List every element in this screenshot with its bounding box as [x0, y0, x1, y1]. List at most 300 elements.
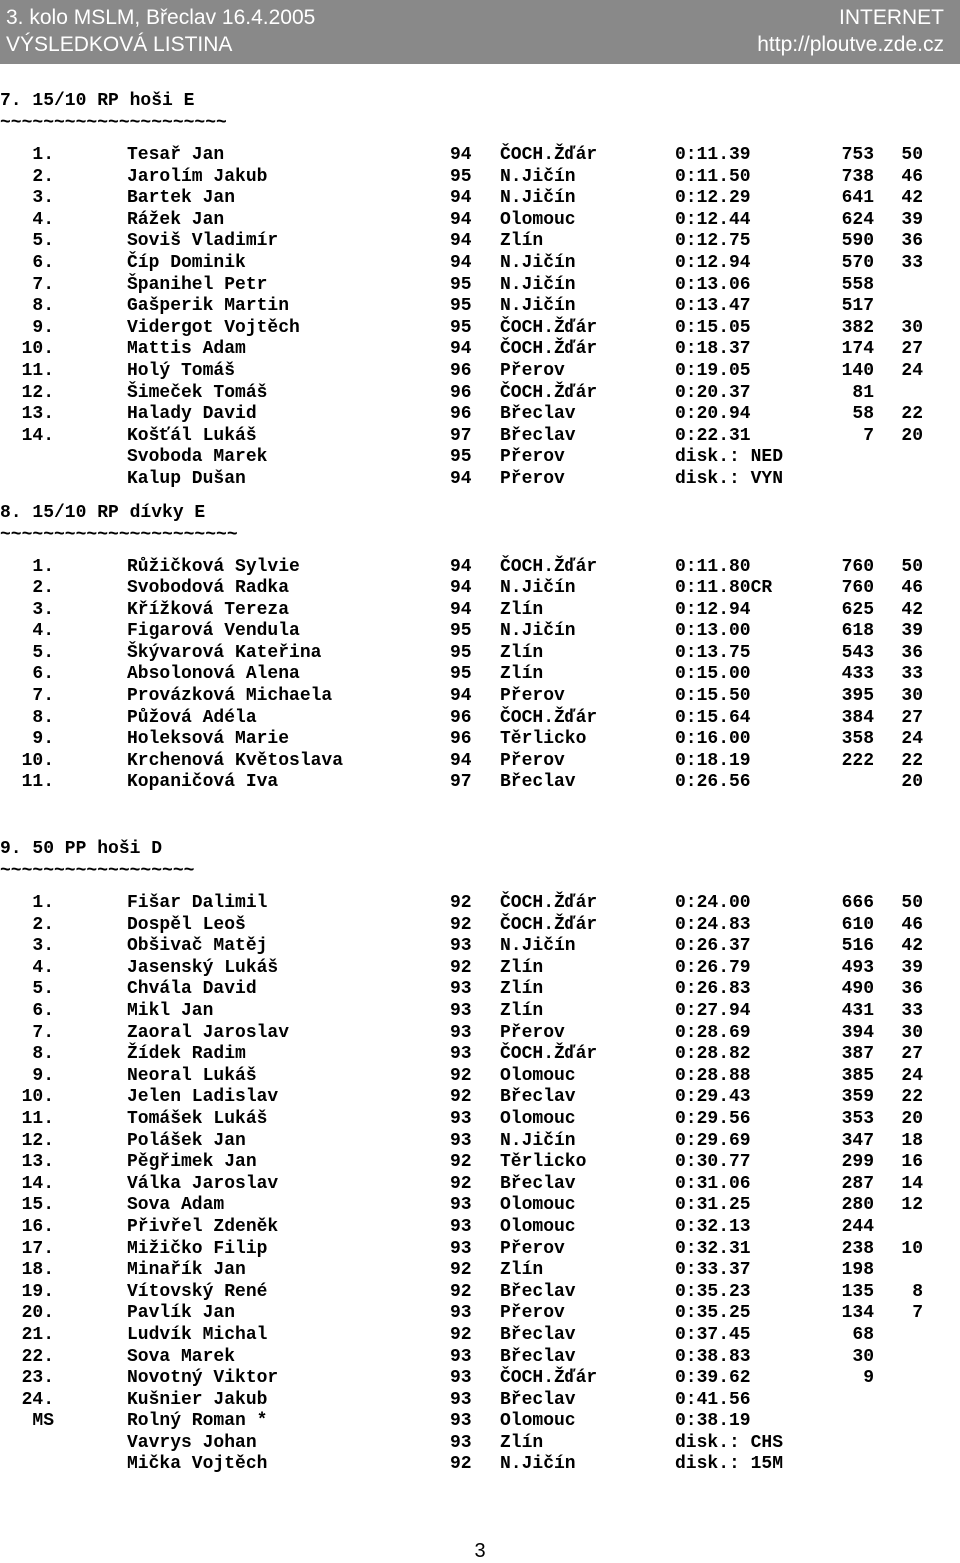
club-cell: ČOCH.Žďár [500, 382, 598, 403]
time-cell: 0:12.94 [675, 252, 751, 273]
table-row [0, 729, 960, 751]
time-cell: 0:29.69 [675, 1130, 751, 1151]
rank-cell: 9. [32, 317, 54, 338]
points-cell: 140 [841, 360, 874, 381]
club-cell: Přerov [500, 360, 565, 381]
place-points-cell: 24 [901, 729, 923, 750]
place-points-cell: 14 [901, 1173, 923, 1194]
year-cell: 92 [450, 914, 472, 935]
place-points-cell: 22 [901, 404, 923, 425]
name-cell: Novotný Viktor [127, 1368, 279, 1389]
year-cell: 93 [450, 1108, 472, 1129]
name-cell: Halady David [127, 404, 257, 425]
table-row [0, 339, 960, 361]
place-points-cell: 24 [901, 360, 923, 381]
table-row [0, 772, 960, 794]
club-cell: Přerov [500, 1238, 565, 1259]
place-points-cell: 33 [901, 1001, 923, 1021]
time-cell: 0:38.19 [675, 1411, 751, 1432]
table-row [0, 1174, 960, 1196]
rank-cell: 13. [21, 1152, 54, 1173]
time-cell: 0:16.00 [675, 729, 751, 750]
place-points-cell: 50 [901, 556, 923, 577]
place-points-cell: 20 [901, 1108, 923, 1129]
year-cell: 95 [450, 317, 472, 338]
place-points-cell: 42 [901, 599, 923, 620]
time-cell: 0:15.50 [675, 686, 751, 707]
header-right [757, 4, 944, 58]
points-cell: 493 [841, 957, 874, 978]
time-cell: 0:11.80CR [675, 578, 773, 599]
name-cell: Číp Dominik [127, 252, 246, 273]
name-cell: Půžová Adéla [127, 707, 257, 728]
section-underline: ~~~~~~~~~~~~~~~~~~~~~~ [0, 524, 238, 545]
club-cell: Zlín [500, 1001, 544, 1021]
club-cell: Přerov [500, 468, 565, 489]
club-cell: N.Jičín [500, 1454, 576, 1475]
points-cell: 353 [841, 1108, 874, 1129]
points-cell: 244 [841, 1216, 874, 1237]
club-cell: N.Jičín [500, 274, 576, 295]
place-points-cell: 12 [901, 1195, 923, 1216]
name-cell: Pavlík Jan [127, 1303, 236, 1324]
place-points-cell: 46 [901, 914, 923, 935]
section-e-boys [0, 90, 960, 491]
name-cell: Košťál Lukáš [127, 425, 257, 446]
name-cell: Fišar Dalimil [127, 893, 268, 914]
year-cell: 92 [450, 957, 472, 978]
year-cell: 96 [450, 707, 472, 728]
points-cell: 9 [863, 1368, 874, 1389]
table-row [0, 1217, 960, 1239]
year-cell: 94 [450, 599, 472, 620]
rank-cell: 3. [32, 188, 54, 209]
name-cell: Krchenová Květoslava [127, 750, 344, 771]
table-row [0, 447, 960, 469]
name-cell: Sova Marek [127, 1346, 236, 1367]
year-cell: 94 [450, 468, 472, 489]
time-cell: 0:15.64 [675, 707, 751, 728]
time-cell: 0:18.37 [675, 339, 751, 360]
rank-cell: 6. [32, 664, 54, 685]
time-cell: 0:26.37 [675, 936, 751, 957]
table-row [0, 578, 960, 600]
name-cell: Obšivač Matěj [127, 936, 268, 957]
club-cell: Zlín [500, 957, 544, 978]
table-row [0, 686, 960, 708]
name-cell: Polášek Jan [127, 1130, 246, 1151]
rank-cell: 16. [21, 1216, 54, 1237]
table-row [0, 210, 960, 232]
section-underline: ~~~~~~~~~~~~~~~~~~~~~ [0, 113, 227, 133]
name-cell: Rážek Jan [127, 209, 225, 230]
table-row [0, 1411, 960, 1433]
name-cell: Jasenský Lukáš [127, 957, 279, 978]
rank-cell: 14. [21, 425, 54, 446]
place-points-cell: 10 [901, 1238, 923, 1259]
table-row [0, 296, 960, 318]
year-cell: 92 [450, 1173, 472, 1194]
time-cell: 0:28.69 [675, 1022, 751, 1043]
rank-cell: 5. [32, 231, 54, 252]
rank-cell: 11. [21, 1108, 54, 1129]
name-cell: Tomášek Lukáš [127, 1108, 268, 1129]
time-cell: 0:31.25 [675, 1195, 751, 1216]
year-cell: 93 [450, 1238, 472, 1259]
place-points-cell: 30 [901, 317, 923, 338]
time-cell: 0:22.31 [675, 425, 751, 446]
table-row [0, 1260, 960, 1282]
rank-cell: 10. [21, 1087, 54, 1108]
name-cell: Přivřel Zdeněk [127, 1216, 279, 1237]
section-d-boys [0, 838, 960, 1476]
year-cell: 96 [450, 404, 472, 425]
points-cell: 516 [841, 936, 874, 957]
rank-cell: 22. [21, 1346, 54, 1367]
points-cell: 222 [841, 750, 874, 771]
name-cell: Křížková Tereza [127, 599, 290, 620]
section-underline: ~~~~~~~~~~~~~~~~~~ [0, 861, 195, 882]
rank-cell: 5. [32, 979, 54, 1000]
place-points-cell: 24 [901, 1065, 923, 1086]
rank-cell: 7. [32, 274, 54, 295]
year-cell: 97 [450, 772, 472, 793]
year-cell: 94 [450, 231, 472, 252]
name-cell: Chvála David [127, 979, 257, 1000]
club-cell: Břeclav [500, 425, 576, 446]
rank-cell: 4. [32, 957, 54, 978]
table-row [0, 1152, 960, 1174]
place-points-cell: 36 [901, 642, 923, 663]
name-cell: Dospěl Leoš [127, 914, 246, 935]
rank-cell: 3. [32, 599, 54, 620]
points-cell: 198 [841, 1260, 874, 1281]
rank-cell: 6. [32, 252, 54, 273]
club-cell: ČOCH.Žďár [500, 707, 598, 728]
rank-cell: 5. [32, 642, 54, 663]
points-cell: 395 [841, 686, 874, 707]
time-cell: 0:28.82 [675, 1044, 751, 1065]
name-cell: Válka Jaroslav [127, 1173, 279, 1194]
results-table [0, 557, 960, 795]
rank-cell: 17. [21, 1238, 54, 1259]
points-cell: 641 [841, 188, 874, 209]
table-row [0, 600, 960, 622]
year-cell: 94 [450, 252, 472, 273]
time-cell: 0:38.83 [675, 1346, 751, 1367]
rank-cell: 8. [32, 707, 54, 728]
place-points-cell: 20 [901, 772, 923, 793]
year-cell: 94 [450, 556, 472, 577]
club-cell: Přerov [500, 1303, 565, 1324]
header-left [6, 4, 315, 58]
year-cell: 95 [450, 296, 472, 317]
rank-cell: 19. [21, 1281, 54, 1302]
time-cell: 0:30.77 [675, 1152, 751, 1173]
club-cell: Přerov [500, 1022, 565, 1043]
year-cell: 96 [450, 360, 472, 381]
rank-cell: 21. [21, 1324, 54, 1345]
results-list-title: VÝSLEDKOVÁ LISTINA [6, 33, 233, 56]
points-cell: 359 [841, 1087, 874, 1108]
club-cell: N.Jičín [500, 578, 576, 599]
time-cell: disk.: CHS [675, 1432, 784, 1453]
year-cell: 93 [450, 979, 472, 1000]
name-cell: Tesař Jan [127, 145, 225, 165]
year-cell: 93 [450, 1346, 472, 1367]
table-row [0, 188, 960, 210]
section-title: 8. 15/10 RP dívky E [0, 502, 206, 523]
time-cell: 0:15.05 [675, 317, 751, 338]
name-cell: Vítovský René [127, 1281, 268, 1302]
time-cell: 0:33.37 [675, 1260, 751, 1281]
table-row [0, 1433, 960, 1455]
club-cell: ČOCH.Žďár [500, 145, 598, 165]
points-cell: 610 [841, 914, 874, 935]
points-cell: 760 [841, 556, 874, 577]
year-cell: 92 [450, 1324, 472, 1345]
rank-cell: 10. [21, 339, 54, 360]
table-row [0, 1368, 960, 1390]
results-table [0, 145, 960, 491]
points-cell: 558 [841, 274, 874, 295]
time-cell: 0:20.37 [675, 382, 751, 403]
points-cell: 58 [852, 404, 874, 425]
time-cell: 0:26.79 [675, 957, 751, 978]
year-cell: 93 [450, 936, 472, 957]
name-cell: Ludvík Michal [127, 1324, 268, 1345]
points-cell: 385 [841, 1065, 874, 1086]
table-row [0, 915, 960, 937]
club-cell: ČOCH.Žďár [500, 914, 598, 935]
year-cell: 94 [450, 339, 472, 360]
club-cell: Zlín [500, 1260, 544, 1281]
club-cell: Těrlicko [500, 1152, 587, 1173]
points-cell: 753 [841, 145, 874, 165]
year-cell: 92 [450, 1454, 472, 1475]
rank-cell: 7. [32, 686, 54, 707]
points-cell: 280 [841, 1195, 874, 1216]
year-cell: 96 [450, 382, 472, 403]
table-row [0, 1325, 960, 1347]
time-cell: 0:35.23 [675, 1281, 751, 1302]
rank-cell: 4. [32, 621, 54, 642]
rank-cell: 20. [21, 1303, 54, 1324]
points-cell: 135 [841, 1281, 874, 1302]
points-cell: 299 [841, 1152, 874, 1173]
time-cell: 0:28.88 [675, 1065, 751, 1086]
year-cell: 92 [450, 1065, 472, 1086]
rank-cell: 1. [32, 893, 54, 914]
club-cell: N.Jičín [500, 936, 576, 957]
points-cell: 543 [841, 642, 874, 663]
club-cell: Břeclav [500, 1281, 576, 1302]
name-cell: Soviš Vladimír [127, 231, 279, 252]
section-title: 9. 50 PP hoši D [0, 839, 163, 860]
place-points-cell: 16 [901, 1152, 923, 1173]
time-cell: 0:18.19 [675, 750, 751, 771]
name-cell: Holý Tomáš [127, 360, 236, 381]
time-cell: 0:26.56 [675, 772, 751, 793]
place-points-cell: 18 [901, 1130, 923, 1151]
place-points-cell: 50 [901, 145, 923, 165]
time-cell: 0:12.94 [675, 599, 751, 620]
table-row [0, 1454, 960, 1476]
rank-cell: 2. [32, 578, 54, 599]
table-row [0, 145, 960, 167]
place-points-cell: 8 [912, 1281, 923, 1302]
table-row [0, 231, 960, 253]
year-cell: 92 [450, 1281, 472, 1302]
table-row [0, 1347, 960, 1369]
time-cell: 0:26.83 [675, 979, 751, 1000]
section-e-girls [0, 502, 960, 795]
time-cell: 0:20.94 [675, 404, 751, 425]
club-cell: ČOCH.Žďár [500, 1368, 598, 1389]
year-cell: 97 [450, 425, 472, 446]
club-cell: Přerov [500, 447, 565, 468]
club-cell: Zlín [500, 979, 544, 1000]
club-cell: N.Jičín [500, 252, 576, 273]
rank-cell: 15. [21, 1195, 54, 1216]
table-row [0, 1195, 960, 1217]
table-row [0, 936, 960, 958]
website-url: http://ploutve.zde.cz [757, 33, 944, 56]
time-cell: 0:13.06 [675, 274, 751, 295]
points-cell: 347 [841, 1130, 874, 1151]
rank-cell: 11. [21, 360, 54, 381]
points-cell: 134 [841, 1303, 874, 1324]
year-cell: 93 [450, 1303, 472, 1324]
time-cell: 0:41.56 [675, 1389, 751, 1410]
rank-cell: 4. [32, 209, 54, 230]
club-cell: Břeclav [500, 1346, 576, 1367]
points-cell: 738 [841, 166, 874, 187]
time-cell: 0:12.75 [675, 231, 751, 252]
club-cell: Břeclav [500, 1324, 576, 1345]
place-points-cell: 22 [901, 750, 923, 771]
rank-cell: 3. [32, 936, 54, 957]
name-cell: Žídek Radim [127, 1044, 246, 1065]
points-cell: 394 [841, 1022, 874, 1043]
competition-title: 3. kolo MSLM, Břeclav 16.4.2005 [6, 6, 316, 29]
name-cell: Rolný Roman * [127, 1411, 268, 1432]
table-row [0, 383, 960, 405]
points-cell: 517 [841, 296, 874, 317]
time-cell: 0:32.31 [675, 1238, 751, 1259]
time-cell: 0:37.45 [675, 1324, 751, 1345]
points-cell: 431 [841, 1001, 874, 1021]
points-cell: 590 [841, 231, 874, 252]
year-cell: 95 [450, 447, 472, 468]
club-cell: Zlín [500, 664, 544, 685]
name-cell: Mattis Adam [127, 339, 246, 360]
results-table [0, 893, 960, 1476]
points-cell: 387 [841, 1044, 874, 1065]
time-cell: 0:11.50 [675, 166, 751, 187]
time-cell: 0:24.00 [675, 893, 751, 914]
page-header [0, 0, 960, 64]
year-cell: 94 [450, 209, 472, 230]
points-cell: 433 [841, 664, 874, 685]
rank-cell: 8. [32, 296, 54, 317]
points-cell: 174 [841, 339, 874, 360]
name-cell: Absolonová Alena [127, 664, 300, 685]
place-points-cell: 46 [901, 166, 923, 187]
name-cell: Figarová Vendula [127, 621, 300, 642]
rank-cell: 2. [32, 166, 54, 187]
name-cell: Mikl Jan [127, 1001, 214, 1021]
club-cell: ČOCH.Žďár [500, 1044, 598, 1065]
name-cell: Mižičko Filip [127, 1238, 268, 1259]
table-row [0, 958, 960, 980]
points-cell: 238 [841, 1238, 874, 1259]
rank-cell: 1. [32, 556, 54, 577]
time-cell: 0:24.83 [675, 914, 751, 935]
internet-label: INTERNET [839, 6, 944, 29]
rank-cell: 12. [21, 1130, 54, 1151]
table-row [0, 621, 960, 643]
club-cell: Olomouc [500, 1065, 576, 1086]
year-cell: 95 [450, 642, 472, 663]
points-cell: 7 [863, 425, 874, 446]
year-cell: 92 [450, 1087, 472, 1108]
year-cell: 92 [450, 893, 472, 914]
club-cell: ČOCH.Žďár [500, 556, 598, 577]
name-cell: Svoboda Marek [127, 447, 268, 468]
table-row [0, 318, 960, 340]
club-cell: Olomouc [500, 1411, 576, 1432]
year-cell: 93 [450, 1389, 472, 1410]
club-cell: Těrlicko [500, 729, 587, 750]
club-cell: N.Jičín [500, 296, 576, 317]
table-row [0, 1087, 960, 1109]
year-cell: 93 [450, 1216, 472, 1237]
club-cell: Břeclav [500, 772, 576, 793]
club-cell: Zlín [500, 599, 544, 620]
club-cell: Olomouc [500, 209, 576, 230]
time-cell: 0:31.06 [675, 1173, 751, 1194]
place-points-cell: 30 [901, 1022, 923, 1043]
year-cell: 94 [450, 750, 472, 771]
name-cell: Kopaničová Iva [127, 772, 279, 793]
points-cell: 570 [841, 252, 874, 273]
time-cell: disk.: NED [675, 447, 784, 468]
club-cell: Zlín [500, 231, 544, 252]
name-cell: Škývarová Kateřina [127, 642, 322, 663]
points-cell: 760 [841, 578, 874, 599]
time-cell: 0:39.62 [675, 1368, 751, 1389]
table-row [0, 1239, 960, 1261]
points-cell: 30 [852, 1346, 874, 1367]
club-cell: Břeclav [500, 1173, 576, 1194]
name-cell: Neoral Lukáš [127, 1065, 257, 1086]
name-cell: Vavrys Johan [127, 1432, 257, 1453]
name-cell: Zaoral Jaroslav [127, 1022, 290, 1043]
place-points-cell: 27 [901, 707, 923, 728]
name-cell: Pěgřimek Jan [127, 1152, 257, 1173]
name-cell: Sova Adam [127, 1195, 225, 1216]
club-cell: N.Jičín [500, 1130, 576, 1151]
rank-cell: 14. [21, 1173, 54, 1194]
year-cell: 94 [450, 686, 472, 707]
club-cell: Olomouc [500, 1195, 576, 1216]
table-row [0, 1044, 960, 1066]
points-cell: 68 [852, 1324, 874, 1345]
club-cell: ČOCH.Žďár [500, 893, 598, 914]
year-cell: 94 [450, 188, 472, 209]
points-cell: 81 [852, 382, 874, 403]
